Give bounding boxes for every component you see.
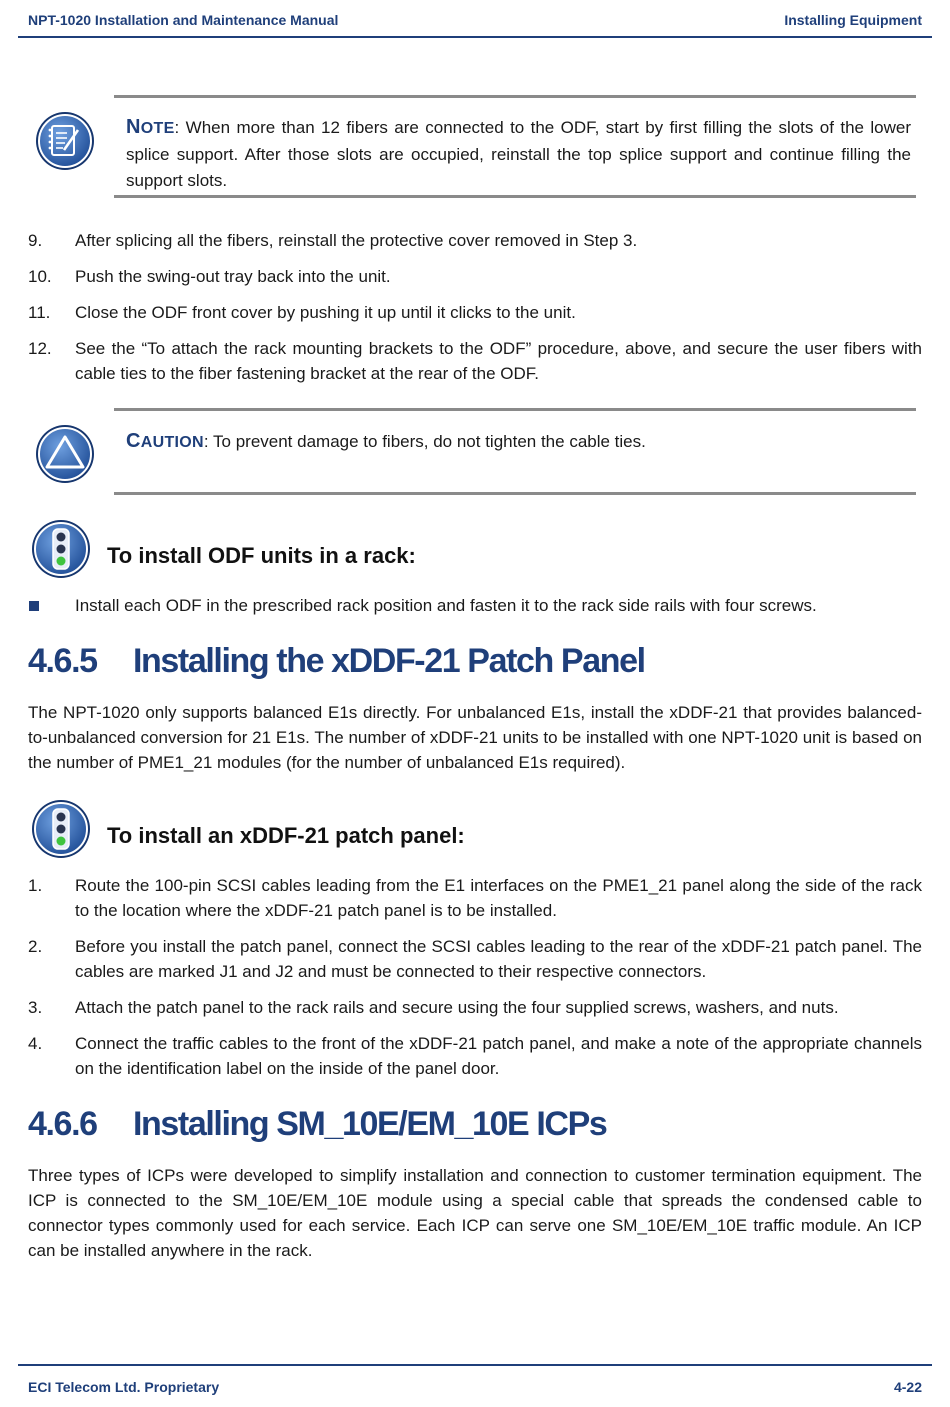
list-item: Install each ODF in the prescribed rack position and fasten it to the rack side rails with four screws. bbox=[28, 593, 922, 618]
caution-callout bbox=[126, 428, 911, 456]
caution-bottom-rule bbox=[114, 492, 916, 495]
page-header bbox=[28, 10, 922, 38]
section-paragraph: The NPT-1020 only supports balanced E1s directly. For unbalanced E1s, install the xDDF-21 that provides balanced-to-unbalanced conversion for 21 E1s. The number of xDDF-21 units to be installed with one NPT-1020 unit is based on the number of PME1_21 modules (for the number of unbalanced E1s required). bbox=[28, 703, 922, 772]
footer-divider bbox=[18, 1364, 932, 1366]
list-item: 12. See the “To attach the rack mounting brackets to the ODF” procedure, above, and secure the user fibers with cable ties to the fiber fastening bracket at the rear of the ODF. bbox=[28, 339, 922, 383]
header-divider bbox=[18, 36, 932, 38]
header-chapter-title: Installing Equipment bbox=[784, 12, 922, 28]
section-heading: 4.6.6 Installing SM_10E/EM_10E ICPs bbox=[28, 1105, 607, 1143]
list-item: 1. Route the 100-pin SCSI cables leading from the E1 interfaces on the PME1_21 panel along the side of the rack to the location where the xDDF-21 patch panel is to be installed. bbox=[28, 876, 922, 920]
note-text: : When more than 12 fibers are connected to the ODF, start by first filling the slots of the lower splice support. After those slots are occupied, reinstall the top splice support and continue filling the support slots. bbox=[126, 118, 911, 190]
note-bottom-rule bbox=[114, 195, 916, 198]
procedure-title: To install an xDDF-21 patch panel: bbox=[107, 823, 465, 848]
traffic-light-icon bbox=[30, 518, 92, 580]
header-doc-title: NPT-1020 Installation and Maintenance Manual bbox=[28, 12, 339, 28]
section-heading: 4.6.5 Installing the xDDF-21 Patch Panel bbox=[28, 642, 645, 680]
list-item: 4. Connect the traffic cables to the front of the xDDF-21 patch panel, and make a note of the appropriate channels on the identification label on the inside of the panel door. bbox=[28, 1034, 922, 1078]
list-item: 10. Push the swing-out tray back into the unit. bbox=[28, 267, 391, 286]
footer-company: ECI Telecom Ltd. Proprietary bbox=[28, 1379, 220, 1395]
list-item: 3. Attach the patch panel to the rack rails and secure using the four supplied screws, washers, and nuts. bbox=[28, 998, 839, 1017]
caution-icon bbox=[34, 423, 96, 485]
traffic-light-icon bbox=[30, 798, 92, 860]
page-number: 4-22 bbox=[893, 1379, 922, 1395]
list-item: 11. Close the ODF front cover by pushing it up until it clicks to the unit. bbox=[28, 303, 576, 322]
note-label: NOTE bbox=[126, 116, 175, 138]
caution-label: CAUTION bbox=[126, 430, 204, 452]
list-item: 2. Before you install the patch panel, connect the SCSI cables leading to the rear of the xDDF-21 patch panel. The cables are marked J1 and J2 and must be connected to their respective connectors. bbox=[28, 937, 922, 981]
bullet-square-icon bbox=[29, 601, 39, 611]
caution-text: : To prevent damage to fibers, do not tighten the cable ties. bbox=[203, 432, 646, 451]
list-item: 9. After splicing all the fibers, reinstall the protective cover removed in Step 3. bbox=[28, 231, 638, 250]
note-top-rule bbox=[114, 95, 916, 98]
caution-top-rule bbox=[114, 408, 916, 411]
section-paragraph: Three types of ICPs were developed to simplify installation and connection to customer termination equipment. The ICP is connected to the SM_10E/EM_10E module using a special cable that spreads the condensed cable to connector types commonly used for each service. Each ICP can serve one SM_10E/EM_10E traffic module. An ICP can be installed anywhere in the rack. bbox=[28, 1166, 922, 1260]
note-icon bbox=[34, 110, 96, 172]
note-callout bbox=[126, 114, 911, 194]
procedure-title: To install ODF units in a rack: bbox=[107, 543, 416, 568]
